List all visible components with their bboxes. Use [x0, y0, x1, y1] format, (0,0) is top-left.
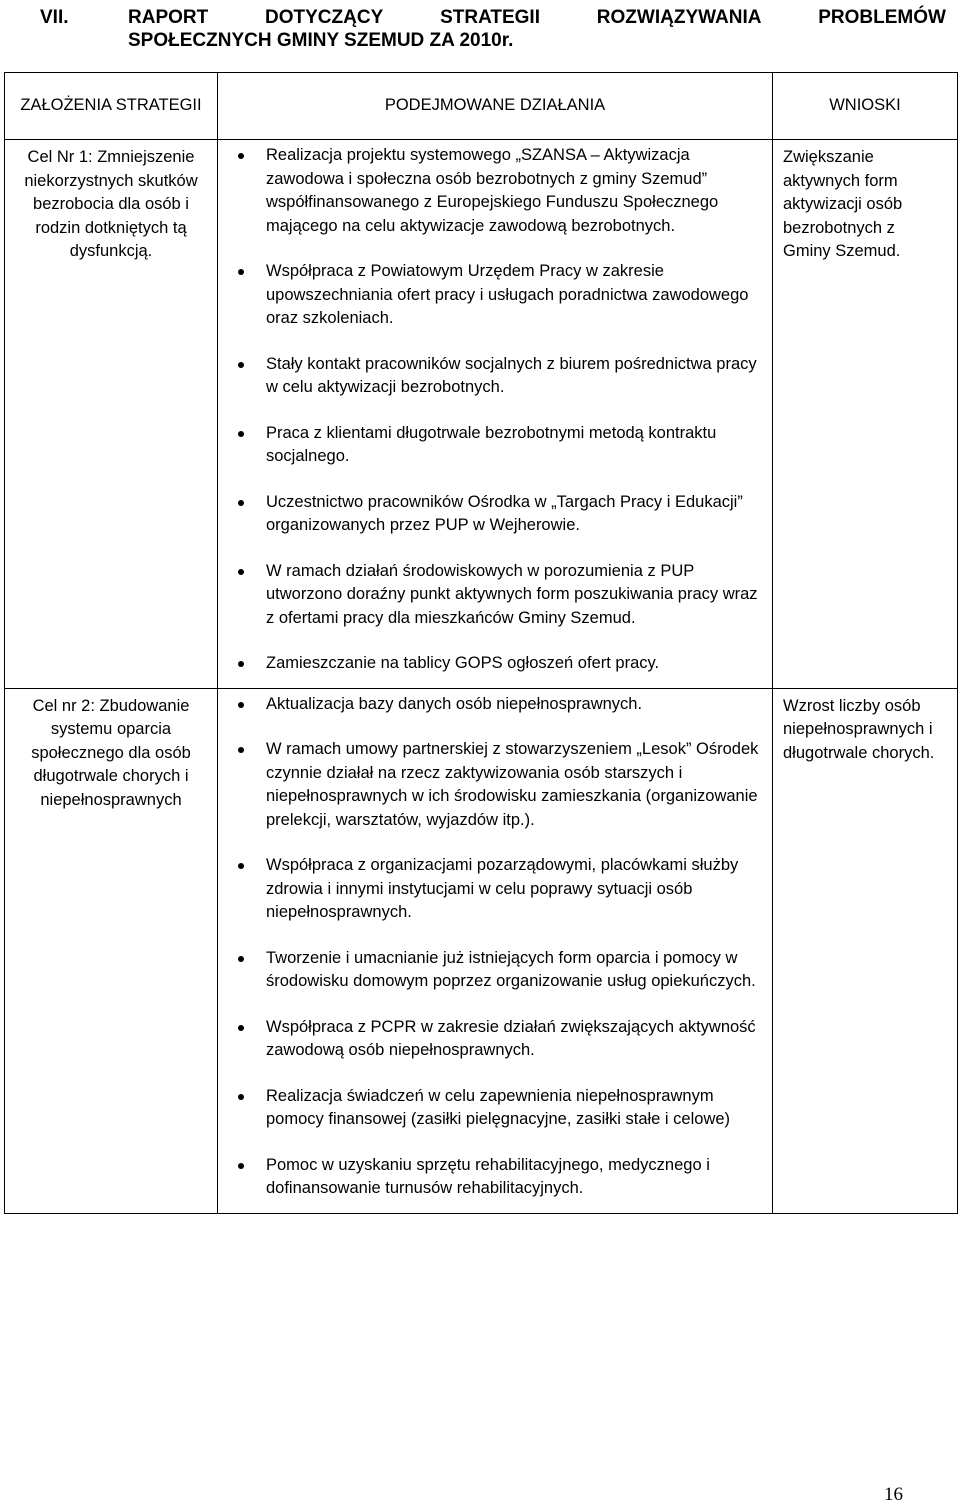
list-item [226, 652, 764, 676]
bullet-icon [238, 1163, 244, 1169]
action-text: Realizacja świadczeń w celu zapewnienia niepełnosprawnym pomocy finansowej (zasiłki pielęgnacyjne, zasiłki stałe i celowe) [266, 1086, 731, 1128]
heading-word: PROBLEMÓW [818, 7, 946, 28]
list-item [226, 422, 764, 469]
table-row [5, 688, 958, 1213]
heading-word: DOTYCZĄCY [265, 7, 384, 28]
list-item [226, 1016, 764, 1063]
bullet-icon [238, 661, 244, 667]
list-item [226, 353, 764, 400]
actions-cell [218, 140, 773, 689]
bullet-icon [238, 362, 244, 368]
header-conclusions: WNIOSKI [773, 73, 958, 140]
bullet-icon [238, 269, 244, 275]
action-text: W ramach umowy partnerskiej z stowarzyszeniem „Lesok” Ośrodek czynnie działał na rzecz zaktywizowania osób starszych i niepełnosprawnych w ich środowisku zamieszkania (organizowanie prelekcji, warsztatów, wyjazdów itp.). [266, 740, 759, 829]
conclusion-cell: Zwiększanie aktywnych form aktywizacji osób bezrobotnych z Gminy Szemud. [773, 140, 958, 689]
action-text: W ramach działań środowiskowych w porozumienia z PUP utworzono doraźny punkt aktywnych form poszukiwania pracy wraz z ofertami pracy dla mieszkańców Gminy Szemud. [266, 561, 758, 627]
list-item [226, 1085, 764, 1132]
action-text: Stały kontakt pracowników socjalnych z biurem pośrednictwa pracy w celu aktywizacji bezrobotnych. [266, 354, 757, 396]
action-text: Pomoc w uzyskaniu sprzętu rehabilitacyjnego, medycznego i dofinansowanie turnusów rehabilitacyjnych. [266, 1155, 710, 1197]
action-text: Współpraca z PCPR w zakresie działań zwiększających aktywność zawodową osób niepełnosprawnych. [266, 1017, 756, 1059]
bullet-icon [238, 431, 244, 437]
section-number: VII. [40, 7, 69, 28]
heading-word: ROZWIĄZYWANIA [596, 7, 762, 28]
bullet-icon [238, 500, 244, 506]
goal-cell: Cel Nr 1: Zmniejszenie niekorzystnych skutków bezrobocia dla osób i rodzin dotkniętych tą dysfunkcją. [5, 140, 218, 689]
strategy-table [4, 72, 958, 1214]
bullet-icon [238, 956, 244, 962]
action-text: Współpraca z Powiatowym Urzędem Pracy w zakresie upowszechniania ofert pracy i usługach poradnictwa zawodowego oraz szkoleniach. [266, 262, 749, 327]
actions-list [226, 693, 764, 1201]
conclusion-cell: Wzrost liczby osób niepełnosprawnych i długotrwale chorych. [773, 688, 958, 1213]
actions-list [226, 144, 764, 676]
bullet-icon [238, 1094, 244, 1100]
action-text: Praca z klientami długotrwale bezrobotnymi metodą kontraktu socjalnego. [266, 423, 717, 465]
heading-word: RAPORT [128, 7, 209, 28]
table-header-row [5, 73, 958, 140]
action-text: Uczestnictwo pracowników Ośrodka w „Targach Pracy i Edukacji” organizowanych przez PUP w Wejherowie. [266, 492, 743, 534]
list-item [226, 144, 764, 238]
bullet-icon [238, 153, 244, 159]
list-item [226, 947, 764, 994]
list-item [226, 491, 764, 538]
list-item [226, 1154, 764, 1201]
bullet-icon [238, 863, 244, 869]
table-row [5, 140, 958, 689]
list-item [226, 854, 764, 925]
header-assumptions: ZAŁOŻENIA STRATEGII [5, 73, 218, 140]
action-text: Aktualizacja bazy danych osób niepełnosprawnych. [266, 694, 643, 713]
list-item [226, 738, 764, 832]
actions-cell [218, 688, 773, 1213]
action-text: Zamieszczanie na tablicy GOPS ogłoszeń ofert pracy. [266, 654, 660, 672]
list-item [226, 560, 764, 631]
bullet-icon [238, 1025, 244, 1031]
action-text: Współpraca z organizacjami pozarządowymi, placówkami służby zdrowia i innymi instytucjami w celu poprawy sytuacji osób niepełnosprawnych. [266, 856, 739, 921]
list-item [226, 693, 764, 717]
heading-line-1 [128, 6, 946, 29]
page-number: 16 [884, 1484, 903, 1505]
list-item [226, 260, 764, 331]
goal-cell: Cel nr 2: Zbudowanie systemu oparcia społecznego dla osób długotrwale chorych i niepełnosprawnych [5, 688, 218, 1213]
header-actions: PODEJMOWANE DZIAŁANIA [218, 73, 773, 140]
bullet-icon [238, 702, 244, 708]
bullet-icon [238, 569, 244, 575]
action-text: Realizacja projektu systemowego „SZANSA – Aktywizacja zawodowa i społeczna osób bezrobotnych z gminy Szemud” współfinansowanego z Europejskiego Funduszu Społecznego mającego na celu aktywizacje zawodową bezrobotnych. [266, 146, 719, 235]
action-text: Tworzenie i umacnianie już istniejących form oparcia i pomocy w środowisku domowym poprzez organizowanie usług opiekuńczych. [266, 948, 756, 990]
heading-word: STRATEGII [440, 7, 540, 28]
bullet-icon [238, 747, 244, 753]
heading-line-2: SPOŁECZNYCH GMINY SZEMUD ZA 2010r. [128, 30, 514, 51]
